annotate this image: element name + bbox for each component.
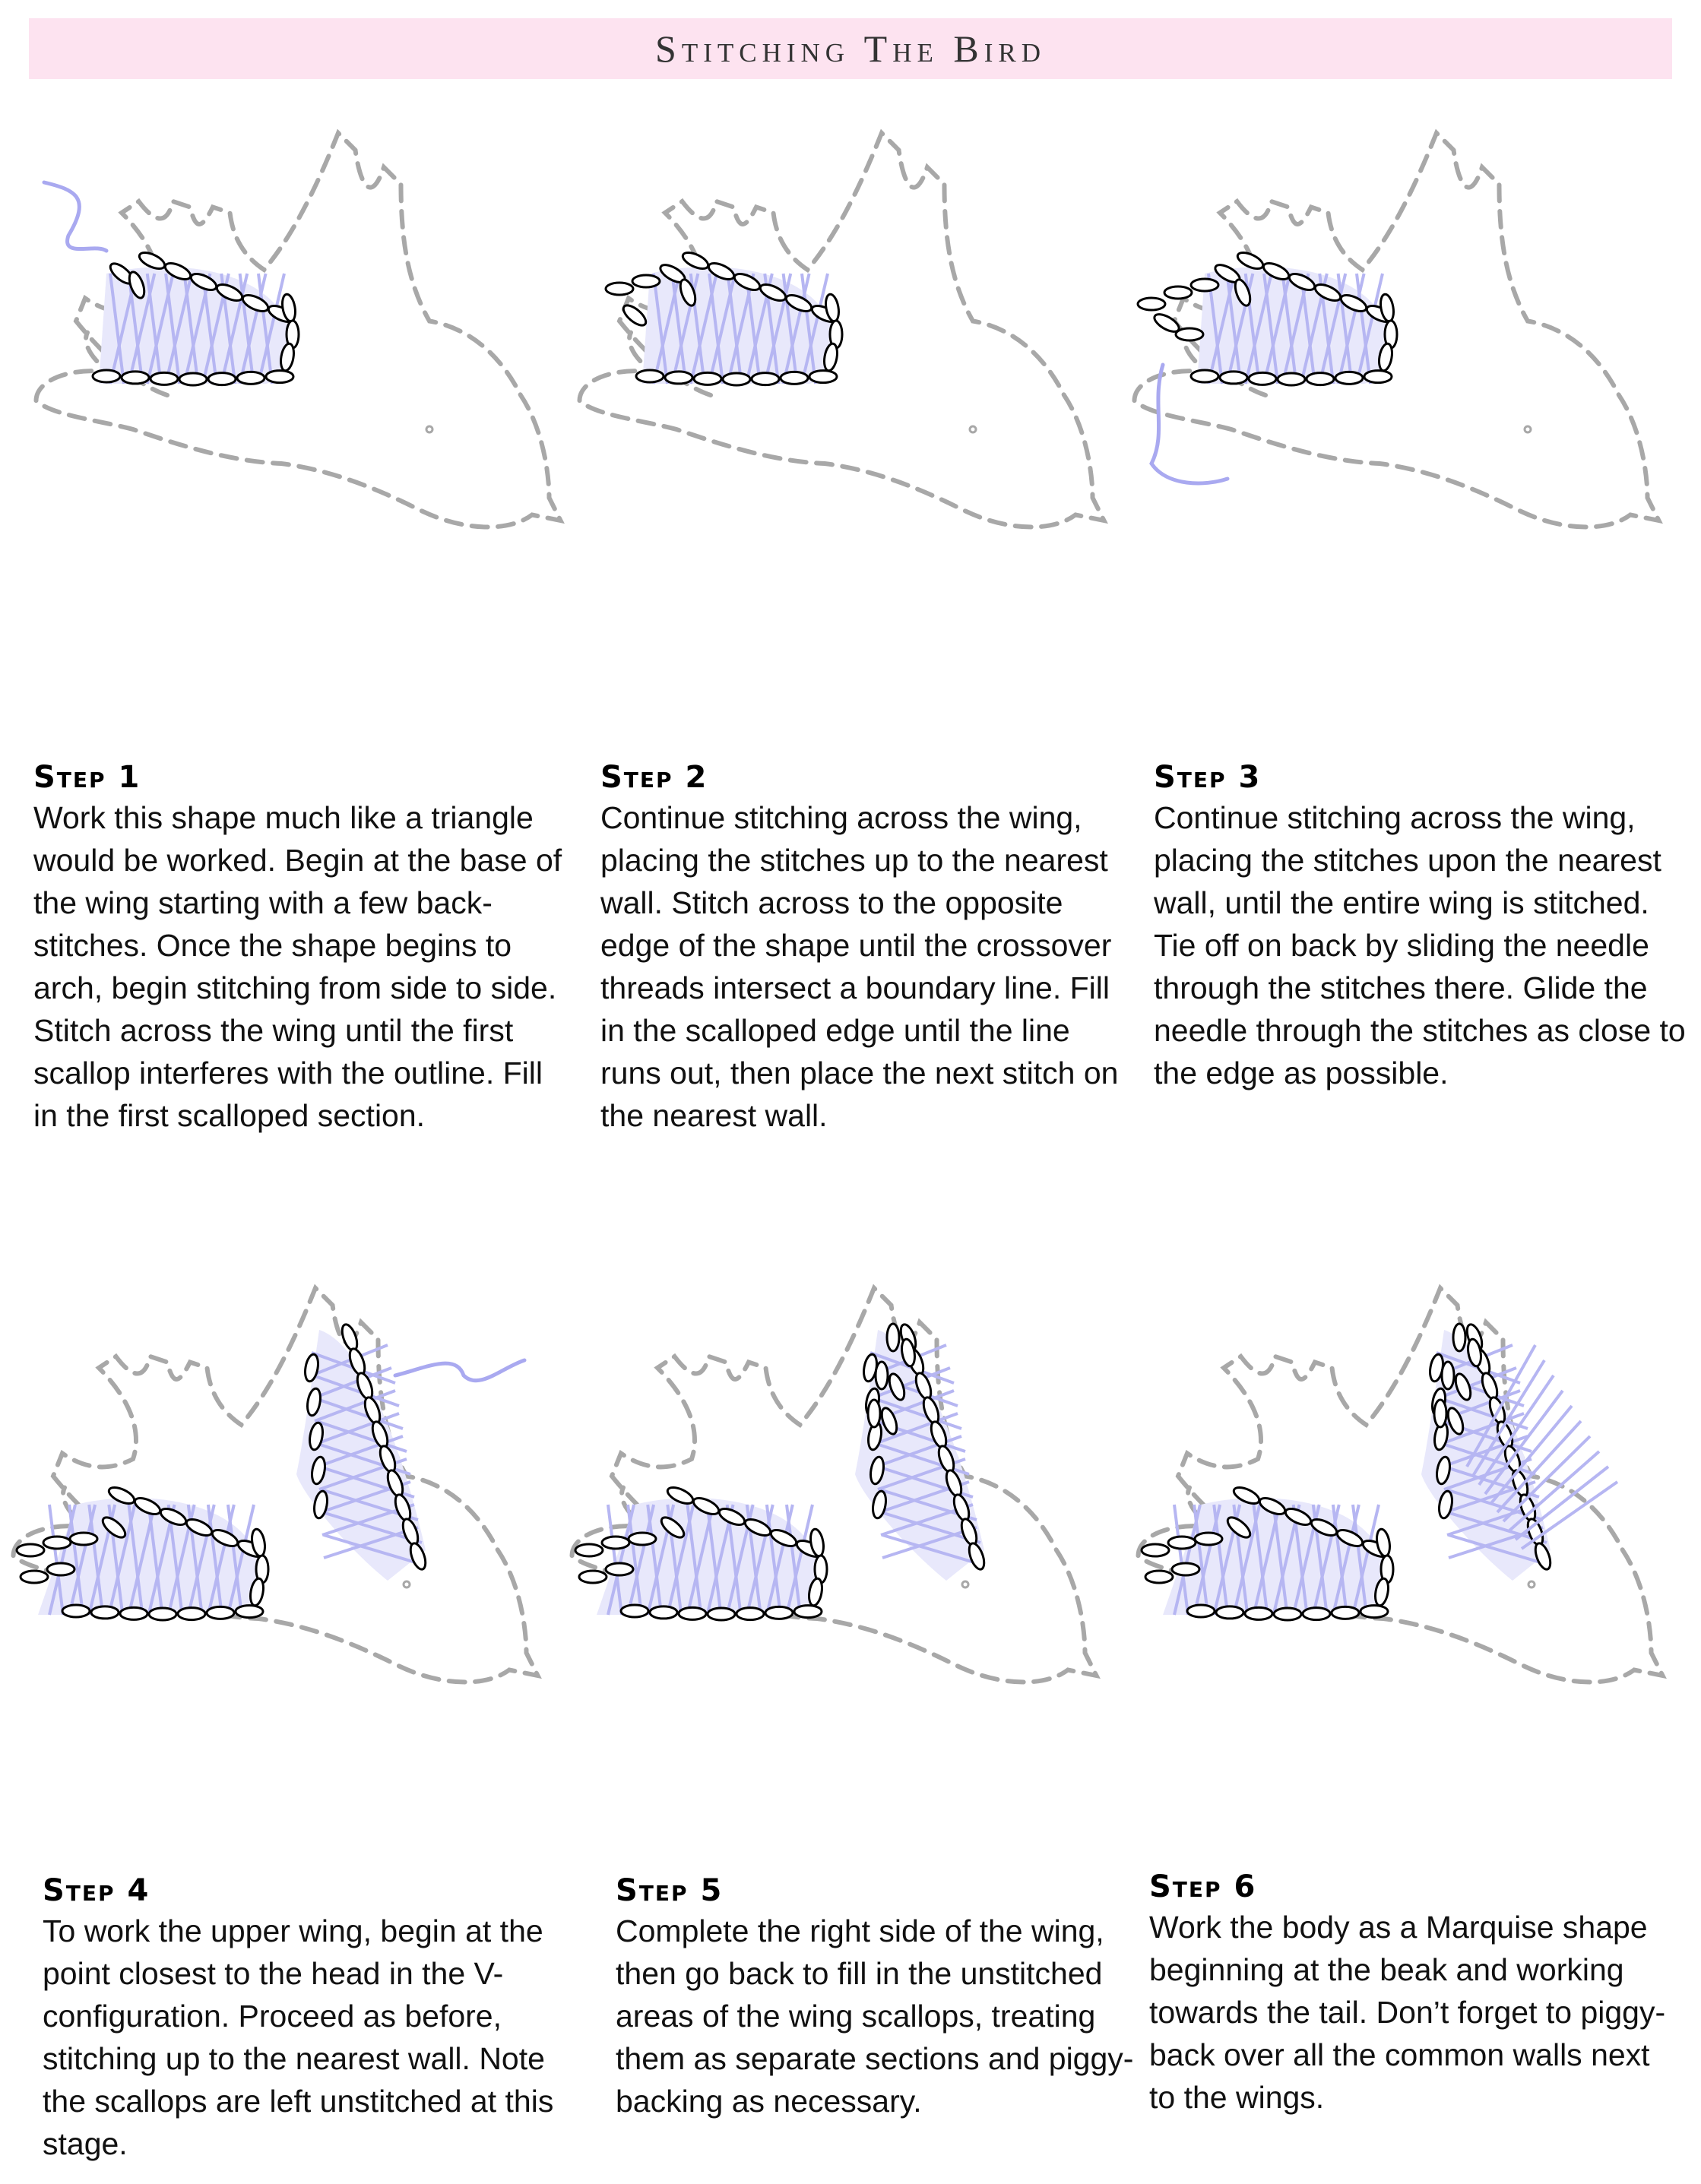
lower-wing-edge-stitch — [1216, 1606, 1243, 1619]
step-3-text: Continue stitching across the wing, placing the stitches upon the nearest wall, until the entire wing is stitched. Tie off on back by sliding the needle through the stitches there. Glide the needle through the stitches as close to the edge as possible. — [1154, 800, 1686, 1090]
step-4-text: To work the upper wing, begin at the point closest to the head in the V-configuration. Proceed as before, stitching up to the nearest wall. Note the scallops are left unstitched at this stage. — [43, 1913, 554, 2161]
bird-eye — [970, 426, 976, 432]
illustration-step-4 — [0, 1284, 547, 1892]
step-2-caption — [600, 760, 1132, 1137]
bird-eye — [426, 426, 432, 432]
lower-wing-edge-stitch — [236, 1606, 263, 1618]
lower-wing-edge-stitch — [62, 1605, 90, 1617]
bird-diagram-step-6 — [1125, 1284, 1672, 1892]
bird-diagram-step-2 — [566, 129, 1113, 737]
lower-wing-edge-stitch — [91, 1606, 119, 1619]
lower-wing-edge-stitch — [1187, 1605, 1215, 1617]
step-6-label: Step 6 — [1149, 1869, 1257, 1904]
loose-thread — [395, 1360, 524, 1381]
lower-wing-edge-stitch — [149, 1608, 176, 1620]
loose-thread — [44, 182, 106, 251]
lower-wing-edge-stitch — [1249, 372, 1276, 385]
upper-wing-edge-stitch — [887, 1324, 899, 1351]
lower-wing-edge-stitch — [1307, 373, 1334, 385]
upper-wing-edge-stitch — [868, 1400, 880, 1427]
step-5-text: Complete the right side of the wing, then go back to fill in the unstitched areas of the wing scallops, treating them as separate sections and piggy-backing as necessary. — [616, 1913, 1134, 2119]
illustration-step-5 — [559, 1284, 1106, 1892]
step-5-label: Step 5 — [616, 1873, 724, 1908]
step-4-label: Step 4 — [43, 1873, 150, 1908]
lower-wing-edge-stitch — [93, 370, 120, 382]
lower-wing-edge-stitch — [1335, 372, 1363, 384]
scallop-stitch — [1138, 298, 1165, 310]
step-2-label: Step 2 — [600, 760, 708, 795]
scallop-stitch — [606, 1563, 633, 1575]
lower-wing-edge-stitch — [122, 372, 149, 384]
step-2-text: Continue stitching across the wing, placing the stitches up to the nearest wall. Stitch across to the opposite edge of the shape until the crossover threads intersect a boundary line. Fill in the scalloped edge until the line runs out, then place the next stitch on the nearest wall. — [600, 800, 1119, 1133]
scallop-stitch — [17, 1544, 44, 1556]
lower-wing-edge-stitch — [679, 1607, 706, 1619]
illustration-step-6 — [1125, 1284, 1672, 1892]
lower-wing-edge-stitch — [794, 1606, 822, 1618]
page-title: Stitching The Bird — [655, 27, 1046, 70]
lower-wing-edge-stitch — [650, 1606, 677, 1619]
lower-wing-edge-stitch — [708, 1608, 735, 1620]
lower-wing-edge-stitch — [1332, 1606, 1359, 1619]
step-1-text: Work this shape much like a triangle would be worked. Begin at the base of the wing starting with a few back-stitches. Once the shape begins to arch, begin stitching from side to side. Stitch across the wing until the first scallop interferes with the outline. Fill in the first scalloped section. — [33, 800, 562, 1133]
bird-outline — [572, 1288, 1097, 1682]
lower-wing-edge-stitch — [736, 1608, 764, 1620]
bird-eye — [404, 1581, 410, 1587]
scallop-stitch — [1164, 286, 1192, 299]
scallop-stitch — [43, 1537, 71, 1549]
lower-wing-edge-stitch — [1191, 370, 1218, 382]
bird-diagram-step-5 — [559, 1284, 1106, 1892]
bird-diagram-step-1 — [23, 129, 570, 737]
lower-wing-edge-stitch — [120, 1607, 147, 1619]
scallop-stitch — [21, 1571, 48, 1583]
lower-wing-edge-stitch — [150, 372, 178, 385]
lower-wing-edge-stitch — [1278, 373, 1305, 385]
scallop-stitch — [1145, 1571, 1173, 1583]
scallop-stitch — [1142, 1544, 1169, 1556]
bird-diagram-step-4 — [0, 1284, 547, 1892]
step-1-label: Step 1 — [33, 760, 141, 795]
scallop-stitch — [1195, 1533, 1222, 1545]
lower-wing-edge-stitch — [208, 373, 236, 385]
lower-wing-edge-stitch — [1360, 1606, 1388, 1618]
upper-wing-edge-stitch — [876, 1362, 888, 1389]
step-3-label: Step 3 — [1154, 760, 1262, 795]
lower-wing-edge-stitch — [781, 372, 808, 384]
title-banner — [29, 18, 1672, 79]
bird-diagram-step-3 — [1121, 129, 1668, 737]
scallop-stitch — [575, 1544, 603, 1556]
step-6-caption — [1149, 1869, 1681, 2119]
upper-wing-edge-stitch — [1453, 1324, 1465, 1351]
upper-wing-edge-stitch — [407, 1541, 428, 1571]
scallop-stitch — [629, 1533, 656, 1545]
lower-wing-edge-stitch — [665, 372, 692, 384]
bird-outline — [14, 1288, 538, 1682]
lower-wing-edge-stitch — [752, 373, 779, 385]
lower-wing-edge-stitch — [207, 1606, 234, 1619]
scallop-stitch — [47, 1563, 74, 1575]
step-4-caption — [43, 1873, 575, 2165]
scallop-stitch — [1191, 279, 1218, 291]
bird-eye — [1528, 1581, 1535, 1587]
scallop-stitch — [70, 1533, 97, 1545]
lower-wing-edge-stitch — [1274, 1608, 1301, 1620]
lower-wing-edge-stitch — [723, 373, 750, 385]
step-1-caption — [33, 760, 565, 1137]
scallop-stitch — [579, 1571, 607, 1583]
lower-wing-edge-stitch — [636, 370, 664, 382]
bird-eye — [1525, 426, 1531, 432]
scallop-stitch — [602, 1537, 629, 1549]
lower-wing-edge-stitch — [621, 1605, 648, 1617]
scallop-stitch — [606, 283, 633, 295]
upper-wing-edge-stitch — [966, 1541, 987, 1571]
lower-wing-edge-stitch — [765, 1606, 793, 1619]
lower-wing-edge-stitch — [178, 1608, 205, 1620]
lower-wing-edge-stitch — [1245, 1607, 1272, 1619]
scallop-stitch — [1176, 328, 1203, 340]
lower-wing-edge-stitch — [237, 372, 264, 384]
lower-wing-edge-stitch — [1303, 1608, 1330, 1620]
step-6-text: Work the body as a Marquise shape beginning at the beak and working towards the tail. Don’t forget to piggy-back over all the common walls next to the wings. — [1149, 1910, 1666, 2115]
upper-wing-edge-stitch — [1442, 1362, 1454, 1389]
lower-wing-edge-stitch — [179, 373, 207, 385]
scallop-stitch — [632, 275, 660, 287]
lower-wing-edge-stitch — [1220, 372, 1247, 384]
step-3-caption — [1154, 760, 1686, 1094]
illustration-step-1 — [23, 129, 570, 737]
upper-wing-edge-stitch — [1434, 1400, 1446, 1427]
illustration-step-2 — [566, 129, 1113, 737]
upper-wing-edge-stitch — [1532, 1541, 1553, 1571]
lower-wing-edge-stitch — [694, 372, 721, 385]
scallop-stitch — [1172, 1563, 1199, 1575]
lower-wing-edge-stitch — [1364, 371, 1392, 383]
lower-wing-edge-stitch — [266, 371, 293, 383]
bird-eye — [962, 1581, 968, 1587]
illustration-step-3 — [1121, 129, 1668, 737]
scallop-stitch — [1168, 1537, 1196, 1549]
step-5-caption — [616, 1873, 1148, 2122]
lower-wing-edge-stitch — [809, 371, 837, 383]
